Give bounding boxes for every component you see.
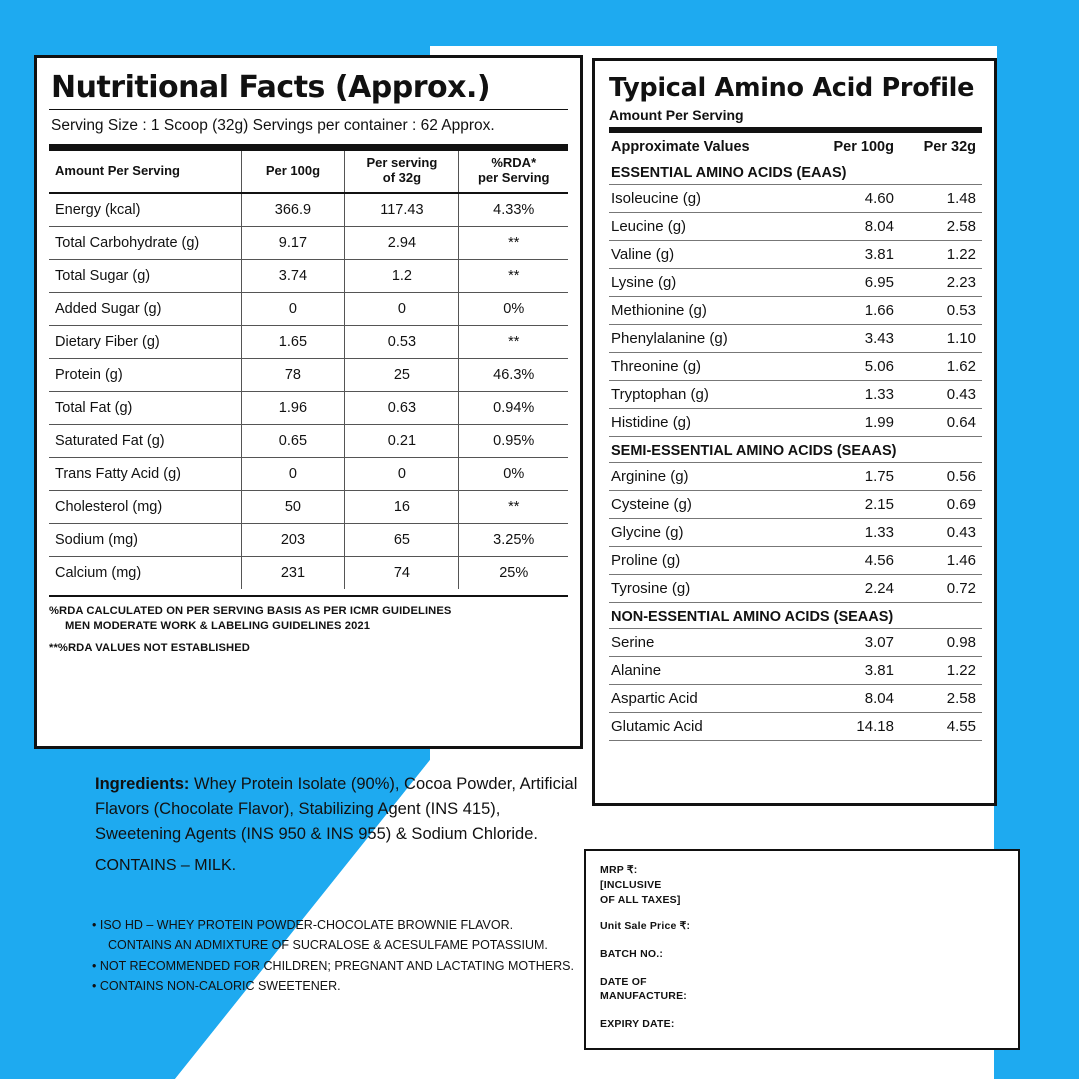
nutrient-rda: ** — [459, 227, 568, 260]
nutrient-rda: 4.33% — [459, 193, 568, 227]
table-row — [609, 269, 982, 297]
nutrient-per-100g: 78 — [241, 359, 345, 392]
nutrient-per-32g: 65 — [345, 524, 459, 557]
nutrient-name: Total Sugar (g) — [49, 260, 241, 293]
amino-acid-subtitle: Amount Per Serving — [609, 107, 744, 123]
col-header-per-serving-line1: Per serving — [366, 155, 438, 170]
nutrient-per-100g: 366.9 — [241, 193, 345, 227]
amino-per-100g: 1.75 — [803, 463, 900, 491]
table-row — [609, 297, 982, 325]
amino-name: Glutamic Acid — [609, 713, 803, 741]
nutrient-name: Energy (kcal) — [49, 193, 241, 227]
table-header-row — [49, 151, 568, 193]
nutrient-name: Total Fat (g) — [49, 392, 241, 425]
nutrient-per-32g: 117.43 — [345, 193, 459, 227]
table-row — [49, 524, 568, 557]
table-row — [609, 519, 982, 547]
nutrient-rda: 3.25% — [459, 524, 568, 557]
bullet-item: • CONTAINS NON-CALORIC SWEETENER. — [92, 978, 341, 993]
amino-per-100g: 1.33 — [803, 519, 900, 547]
nutrient-per-32g: 0.53 — [345, 326, 459, 359]
amino-per-32g: 0.64 — [900, 409, 982, 437]
table-row — [609, 325, 982, 353]
amino-acid-table — [609, 133, 982, 741]
nutrient-per-100g: 50 — [241, 491, 345, 524]
nutrition-footnotes — [49, 595, 568, 656]
table-row — [609, 685, 982, 713]
table-row — [49, 392, 568, 425]
bullet-item-continuation: CONTAINS AN ADMIXTURE OF SUCRALOSE & ACESULFAME POTASSIUM. — [108, 938, 548, 953]
amino-per-32g: 1.22 — [900, 241, 982, 269]
footnote-line-1: %RDA CALCULATED ON PER SERVING BASIS AS PER ICMR GUIDELINES — [49, 605, 452, 617]
nutrient-name: Cholesterol (mg) — [49, 491, 241, 524]
nutrient-per-100g: 3.74 — [241, 260, 345, 293]
table-row — [609, 629, 982, 657]
amino-per-32g: 0.43 — [900, 519, 982, 547]
nutrient-per-32g: 16 — [345, 491, 459, 524]
amino-per-32g: 4.55 — [900, 713, 982, 741]
amino-name: Phenylalanine (g) — [609, 325, 803, 353]
table-header-row — [609, 133, 982, 159]
nutritional-facts-panel — [34, 55, 583, 749]
amino-per-32g: 1.62 — [900, 353, 982, 381]
nutrient-rda: ** — [459, 260, 568, 293]
nutrient-per-32g: 2.94 — [345, 227, 459, 260]
table-row — [609, 657, 982, 685]
amino-name: Threonine (g) — [609, 353, 803, 381]
col-header-rda — [459, 151, 568, 193]
amino-name: Aspartic Acid — [609, 685, 803, 713]
amino-per-100g: 1.33 — [803, 381, 900, 409]
amino-group-header — [609, 603, 982, 629]
mrp-details-box — [584, 849, 1020, 1050]
col-header-rda-line1: %RDA* — [491, 155, 537, 170]
ingredients-label: Ingredients: — [95, 775, 190, 793]
amino-per-100g: 4.60 — [803, 185, 900, 213]
nutrient-rda: ** — [459, 491, 568, 524]
amino-name: Alanine — [609, 657, 803, 685]
nutrient-name: Calcium (mg) — [55, 565, 142, 581]
amino-name: Proline (g) — [609, 547, 803, 575]
nutrient-per-100g: 1.96 — [241, 392, 345, 425]
table-row — [609, 213, 982, 241]
nutrient-name: Trans Fatty Acid (g) — [49, 458, 241, 491]
nutrient-per-100g: 0.65 — [241, 425, 345, 458]
amino-per-100g: 6.95 — [803, 269, 900, 297]
amino-name: Valine (g) — [609, 241, 803, 269]
table-row — [609, 575, 982, 603]
nutrient-per-32g: 74 — [345, 557, 459, 590]
serving-size-line: Serving Size : 1 Scoop (32g) Servings per container : 62 Approx. — [51, 117, 495, 134]
nutrition-table — [49, 151, 568, 589]
amino-per-32g: 1.46 — [900, 547, 982, 575]
amino-name: Arginine (g) — [609, 463, 803, 491]
amino-group-header — [609, 159, 982, 185]
nutrient-per-32g: 25 — [345, 359, 459, 392]
nutrient-per-32g: 0 — [345, 293, 459, 326]
amino-per-32g: 2.23 — [900, 269, 982, 297]
nutrient-name: Saturated Fat (g) — [49, 425, 241, 458]
nutrient-rda: 0% — [459, 458, 568, 491]
amino-per-32g: 0.53 — [900, 297, 982, 325]
amino-per-32g: 0.56 — [900, 463, 982, 491]
table-row — [49, 293, 568, 326]
amino-per-100g: 8.04 — [803, 685, 900, 713]
table-row — [49, 557, 568, 590]
table-row — [609, 713, 982, 741]
nutrient-per-100g: 0 — [241, 458, 345, 491]
table-row — [609, 241, 982, 269]
footnote-line-2: MEN MODERATE WORK & LABELING GUIDELINES 2021 — [65, 620, 371, 633]
amino-name: Leucine (g) — [609, 213, 803, 241]
amino-per-32g: 0.98 — [900, 629, 982, 657]
date-of-manufacture-field — [600, 975, 1004, 1005]
amino-name: Histidine (g) — [609, 409, 803, 437]
amino-name: Tryptophan (g) — [609, 381, 803, 409]
nutrient-per-32g: 1.2 — [345, 260, 459, 293]
expiry-date-label: EXPIRY DATE: — [600, 1018, 675, 1031]
col-header-per-serving — [345, 151, 459, 193]
col-header-approx-values: Approximate Values — [611, 139, 750, 155]
amino-per-100g: 3.81 — [803, 657, 900, 685]
table-row — [49, 425, 568, 458]
nutrient-per-100g: 9.17 — [241, 227, 345, 260]
table-row — [609, 463, 982, 491]
col-header-per-32g: Per 32g — [923, 139, 976, 155]
nutrient-rda: 0.94% — [459, 392, 568, 425]
table-row — [609, 353, 982, 381]
table-row — [49, 227, 568, 260]
table-row — [49, 326, 568, 359]
amino-acid-title: Typical Amino Acid Profile — [609, 73, 975, 103]
nutrient-per-32g: 0 — [345, 458, 459, 491]
bullet-item: • NOT RECOMMENDED FOR CHILDREN; PREGNANT AND LACTATING MOTHERS. — [92, 958, 574, 973]
mrp-label-line2: [INCLUSIVE — [600, 878, 662, 891]
nutrient-rda: 0.95% — [459, 425, 568, 458]
col-header-per-100g: Per 100g — [241, 151, 345, 193]
amino-group-header — [609, 437, 982, 463]
divider — [49, 109, 568, 110]
nutrient-name: Added Sugar (g) — [49, 293, 241, 326]
table-row — [49, 260, 568, 293]
amino-per-32g: 0.69 — [900, 491, 982, 519]
mrp-field — [600, 863, 1004, 908]
amino-per-100g: 3.81 — [803, 241, 900, 269]
amino-per-100g: 3.43 — [803, 325, 900, 353]
amino-per-100g: 2.24 — [803, 575, 900, 603]
warning-bullets — [92, 915, 592, 996]
amino-name: Isoleucine (g) — [609, 185, 803, 213]
nutrient-per-100g: 1.65 — [241, 326, 345, 359]
amino-name: Serine — [609, 629, 803, 657]
amino-per-100g: 14.18 — [803, 713, 900, 741]
col-header-amount: Amount Per Serving — [49, 151, 241, 193]
nutrient-rda: 25% — [459, 557, 568, 590]
nutritional-facts-title: Nutritional Facts (Approx.) — [51, 70, 491, 105]
amino-group-label: NON-ESSENTIAL AMINO ACIDS (SEAAS) — [609, 603, 982, 629]
divider-thick — [49, 144, 568, 151]
ingredients-block — [95, 772, 585, 847]
col-header-per-serving-line2: of 32g — [382, 170, 422, 185]
amino-per-32g: 0.43 — [900, 381, 982, 409]
amino-group-label: SEMI-ESSENTIAL AMINO ACIDS (SEAAS) — [609, 437, 982, 463]
table-row — [609, 491, 982, 519]
contains-milk-text: CONTAINS – MILK. — [95, 857, 237, 874]
amino-name: Tyrosine (g) — [609, 575, 803, 603]
amino-per-32g: 2.58 — [900, 685, 982, 713]
amino-per-32g: 2.58 — [900, 213, 982, 241]
table-row — [609, 409, 982, 437]
col-header-per-100g: Per 100g — [833, 139, 894, 155]
nutrient-name: Total Carbohydrate (g) — [49, 227, 241, 260]
amino-name: Glycine (g) — [609, 519, 803, 547]
nutrient-rda: ** — [459, 326, 568, 359]
dom-label-line2: MANUFACTURE: — [600, 990, 687, 1003]
table-row — [609, 547, 982, 575]
amino-name: Lysine (g) — [609, 269, 803, 297]
table-row — [49, 491, 568, 524]
table-row — [49, 359, 568, 392]
nutrient-rda: 0% — [459, 293, 568, 326]
amino-group-label: ESSENTIAL AMINO ACIDS (EAAS) — [609, 159, 982, 185]
nutrient-name: Protein (g) — [49, 359, 241, 392]
ingredients-text: Whey Protein Isolate (90%), Cocoa Powder, Artificial Flavors (Chocolate Flavor), Stabilizing Agent (INS 415), Sweetening Agents (INS 950 & INS 955) & Sodium Chloride. — [95, 775, 578, 844]
nutrient-name: Dietary Fiber (g) — [49, 326, 241, 359]
amino-per-32g: 1.10 — [900, 325, 982, 353]
nutrient-per-100g: 231 — [241, 557, 345, 590]
table-row — [609, 185, 982, 213]
table-row — [609, 381, 982, 409]
col-header-rda-line2: per Serving — [477, 170, 550, 185]
nutrient-rda: 46.3% — [459, 359, 568, 392]
amino-per-100g: 1.66 — [803, 297, 900, 325]
nutrient-per-100g: 0 — [241, 293, 345, 326]
amino-per-100g: 1.99 — [803, 409, 900, 437]
nutrient-per-32g: 0.63 — [345, 392, 459, 425]
nutrient-per-100g: 203 — [241, 524, 345, 557]
nutrient-per-32g: 0.21 — [345, 425, 459, 458]
amino-per-100g: 2.15 — [803, 491, 900, 519]
amino-name: Methionine (g) — [609, 297, 803, 325]
amino-per-32g: 1.48 — [900, 185, 982, 213]
mrp-label-line1: MRP ₹: — [600, 864, 638, 876]
amino-per-100g: 5.06 — [803, 353, 900, 381]
footnote-line-3: **%RDA VALUES NOT ESTABLISHED — [49, 642, 250, 655]
table-row — [49, 458, 568, 491]
unit-sale-price-label: Unit Sale Price ₹: — [600, 919, 691, 932]
amino-name: Cysteine (g) — [609, 491, 803, 519]
amino-per-100g: 3.07 — [803, 629, 900, 657]
bullet-item: • ISO HD – WHEY PROTEIN POWDER-CHOCOLATE BROWNIE FLAVOR. — [92, 918, 514, 932]
dom-label-line1: DATE OF — [600, 975, 647, 988]
batch-no-label: BATCH NO.: — [600, 947, 664, 960]
amino-per-32g: 1.22 — [900, 657, 982, 685]
amino-per-32g: 0.72 — [900, 575, 982, 603]
amino-per-100g: 8.04 — [803, 213, 900, 241]
mrp-label-line3: OF ALL TAXES] — [600, 893, 681, 906]
table-row — [49, 193, 568, 227]
amino-acid-panel — [592, 58, 997, 806]
amino-per-100g: 4.56 — [803, 547, 900, 575]
nutrient-name: Sodium (mg) — [49, 524, 241, 557]
